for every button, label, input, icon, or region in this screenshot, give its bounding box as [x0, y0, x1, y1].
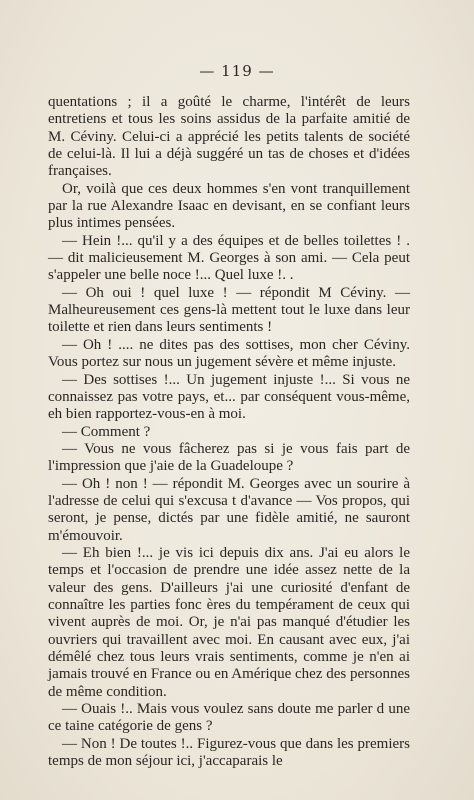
paragraph: Or, voilà que ces deux hommes s'en vont tranquillement par la rue Alexandre Isaac en devisant, en se confiant leurs plus intimes pensées.	[48, 180, 410, 232]
paragraph: — Des sottises !... Un jugement injuste !... Si vous ne connaissez pas votre pays, et... par conséquent vous-même, eh bien rapportez-vous-en à moi.	[48, 371, 410, 423]
paragraph: — Comment ?	[62, 423, 151, 440]
paragraph: — Eh bien !... je vis ici depuis dix ans. J'ai eu alors le temps et l'occasion de prendre une idée assez nette de la valeur des gens. D'ailleurs j'ai une curiosité d'enfant de connaître les parties fonc ères du tempérament de ceux qui vivent auprès de moi. Or, je n'ai pas manqué d'étudier les ouvriers qui travaillent avec moi. En causant avec eux, j'ai démêlé chez tous leurs vrais sentiments, comme je n'en ai jamais trouvé en France ou en Amérique chez des personnes de même condition.	[48, 544, 410, 700]
paragraph: — Non ! De toutes !.. Figurez-vous que dans les premiers temps de mon séjour ici, j'accaparais le	[48, 735, 410, 770]
paragraph: — Oh ! non ! — répondit M. Georges avec un sourire à l'adresse de celui qui s'excusa t d'avance — Vos propos, qui seront, je pense, dictés par une fidèle amitié, ne sauront m'émouvoir.	[48, 475, 410, 544]
paragraph: quentations ; il a goûté le charme, l'intérêt de leurs entretiens et tous les soins assidus de la parfaite amitié de M. Céviny. Celui-ci a apprécié les petits talents de société de celui-là. Il lui a déjà suggéré un tas de choses et d'idées françaises.	[48, 94, 410, 180]
paragraph: — Hein !... qu'il y a des équipes et de belles toilettes ! . — dit malicieusement M. Georges à son ami. — Cela peut s'appeler une belle noce !... Quel luxe !. .	[48, 232, 410, 284]
paragraph: — Ouais !.. Mais vous voulez sans doute me parler d une ce taine catégorie de gens ?	[48, 701, 410, 735]
page-number: — 119 —	[199, 62, 275, 80]
paragraph: — Vous ne vous fâcherez pas si je vous fais part de l'impression que j'aie de la Guadeloupe ?	[48, 440, 410, 475]
paragraph: — Oh ! .... ne dites pas des sottises, mon cher Céviny. Vous portez sur nous un jugement sévère et même injuste.	[48, 336, 410, 371]
body-text	[48, 94, 410, 770]
paragraph: — Oh oui ! quel luxe ! — répondit M Céviny. — Malheureusement ces gens-là mettent tout le luxe dans leur toilette et rien dans leurs sentiments !	[48, 284, 410, 336]
